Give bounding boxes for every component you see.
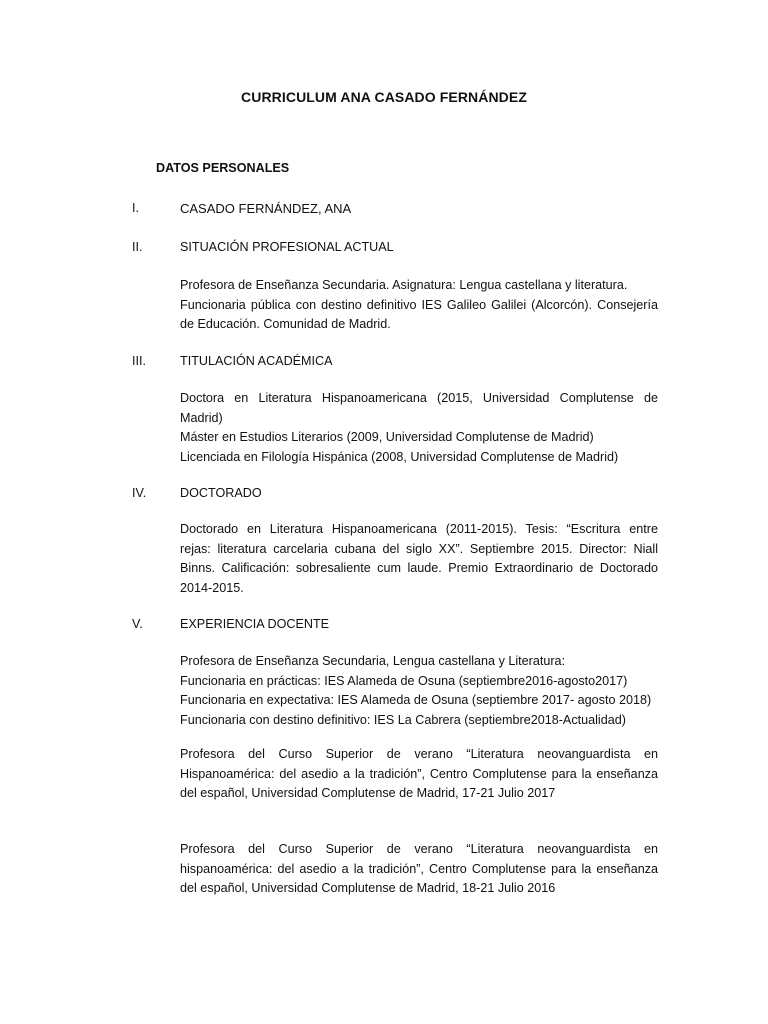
paragraph-line: de Educación. Comunidad de Madrid.: [180, 317, 391, 331]
paragraph-line: Doctora en Literatura Hispanoamericana (2015, Universidad Complutense de: [180, 391, 658, 405]
paragraph-line: Licenciada en Filología Hispánica (2008, Universidad Complutense de Madrid): [180, 449, 619, 464]
section-paragraph: [180, 840, 658, 899]
paragraph-line: del español, Universidad Complutense de Madrid, 17-21 Julio 2017: [180, 786, 556, 800]
section-subheading-personal-data: DATOS PERSONALES: [156, 161, 290, 175]
document-title: CURRICULUM ANA CASADO FERNÁNDEZ: [241, 89, 527, 105]
section-heading-academic-degrees: TITULACIÓN ACADÉMICA: [180, 354, 333, 368]
section-numeral: V.: [132, 617, 143, 631]
paragraph-line: Máster en Estudios Literarios (2009, Universidad Complutense de Madrid): [180, 430, 594, 444]
paragraph-line: Funcionaria en expectativa: IES Alameda de Osuna (septiembre 2017- agosto 2018): [180, 693, 652, 707]
section-numeral: I.: [132, 201, 139, 215]
paragraph-line: rejas: literatura carcelaria cubana del siglo XX”. Septiembre 2015. Director: Niall: [180, 541, 658, 556]
section-paragraph: [180, 520, 658, 598]
paragraph-line: 2014-2015.: [180, 580, 244, 595]
paragraph-line: hispanoamérica: del asedio a la tradición”, Centro Complutense para la enseñanza: [180, 861, 658, 876]
paragraph-line: Profesora del Curso Superior de verano “Literatura neovanguardista en: [180, 842, 658, 856]
paragraph-line: Madrid): [180, 410, 223, 425]
section-heading-current-situation: SITUACIÓN PROFESIONAL ACTUAL: [180, 240, 394, 254]
paragraph-line: Funcionaria con destino definitivo: IES La Cabrera (septiembre2018-Actualidad): [180, 712, 626, 727]
paragraph-line: Hispanoamérica: del asedio a la tradición”, Centro Complutense para la enseñanza: [180, 766, 658, 781]
paragraph-line: Profesora del Curso Superior de verano “Literatura neovanguardista en: [180, 747, 658, 761]
section-heading-teaching-experience: EXPERIENCIA DOCENTE: [180, 617, 330, 631]
section-paragraph: [180, 389, 658, 467]
paragraph-line: del español, Universidad Complutense de Madrid, 18-21 Julio 2016: [180, 881, 556, 895]
section-heading-name: CASADO FERNÁNDEZ, ANA: [180, 201, 352, 216]
paragraph-line: Profesora de Enseñanza Secundaria. Asignatura: Lengua castellana y literatura.: [180, 278, 628, 292]
section-paragraph: [180, 652, 658, 730]
section-numeral: IV.: [132, 486, 147, 500]
paragraph-line: Funcionaria pública con destino definitivo IES Galileo Galilei (Alcorcón). Consejería: [180, 297, 658, 312]
paragraph-line: Binns. Calificación: sobresaliente cum laude. Premio Extraordinario de Doctorado: [180, 561, 658, 575]
paragraph-line: Funcionaria en prácticas: IES Alameda de Osuna (septiembre2016-agosto2017): [180, 673, 628, 688]
paragraph-line: Profesora de Enseñanza Secundaria, Lengua castellana y Literatura:: [180, 654, 566, 668]
section-paragraph: [180, 745, 658, 804]
section-numeral: II.: [132, 240, 143, 254]
section-heading-doctorate: DOCTORADO: [180, 486, 262, 500]
section-paragraph: [180, 276, 658, 335]
paragraph-line: Doctorado en Literatura Hispanoamericana (2011-2015). Tesis: “Escritura entre: [180, 522, 658, 536]
section-numeral: III.: [132, 354, 146, 368]
